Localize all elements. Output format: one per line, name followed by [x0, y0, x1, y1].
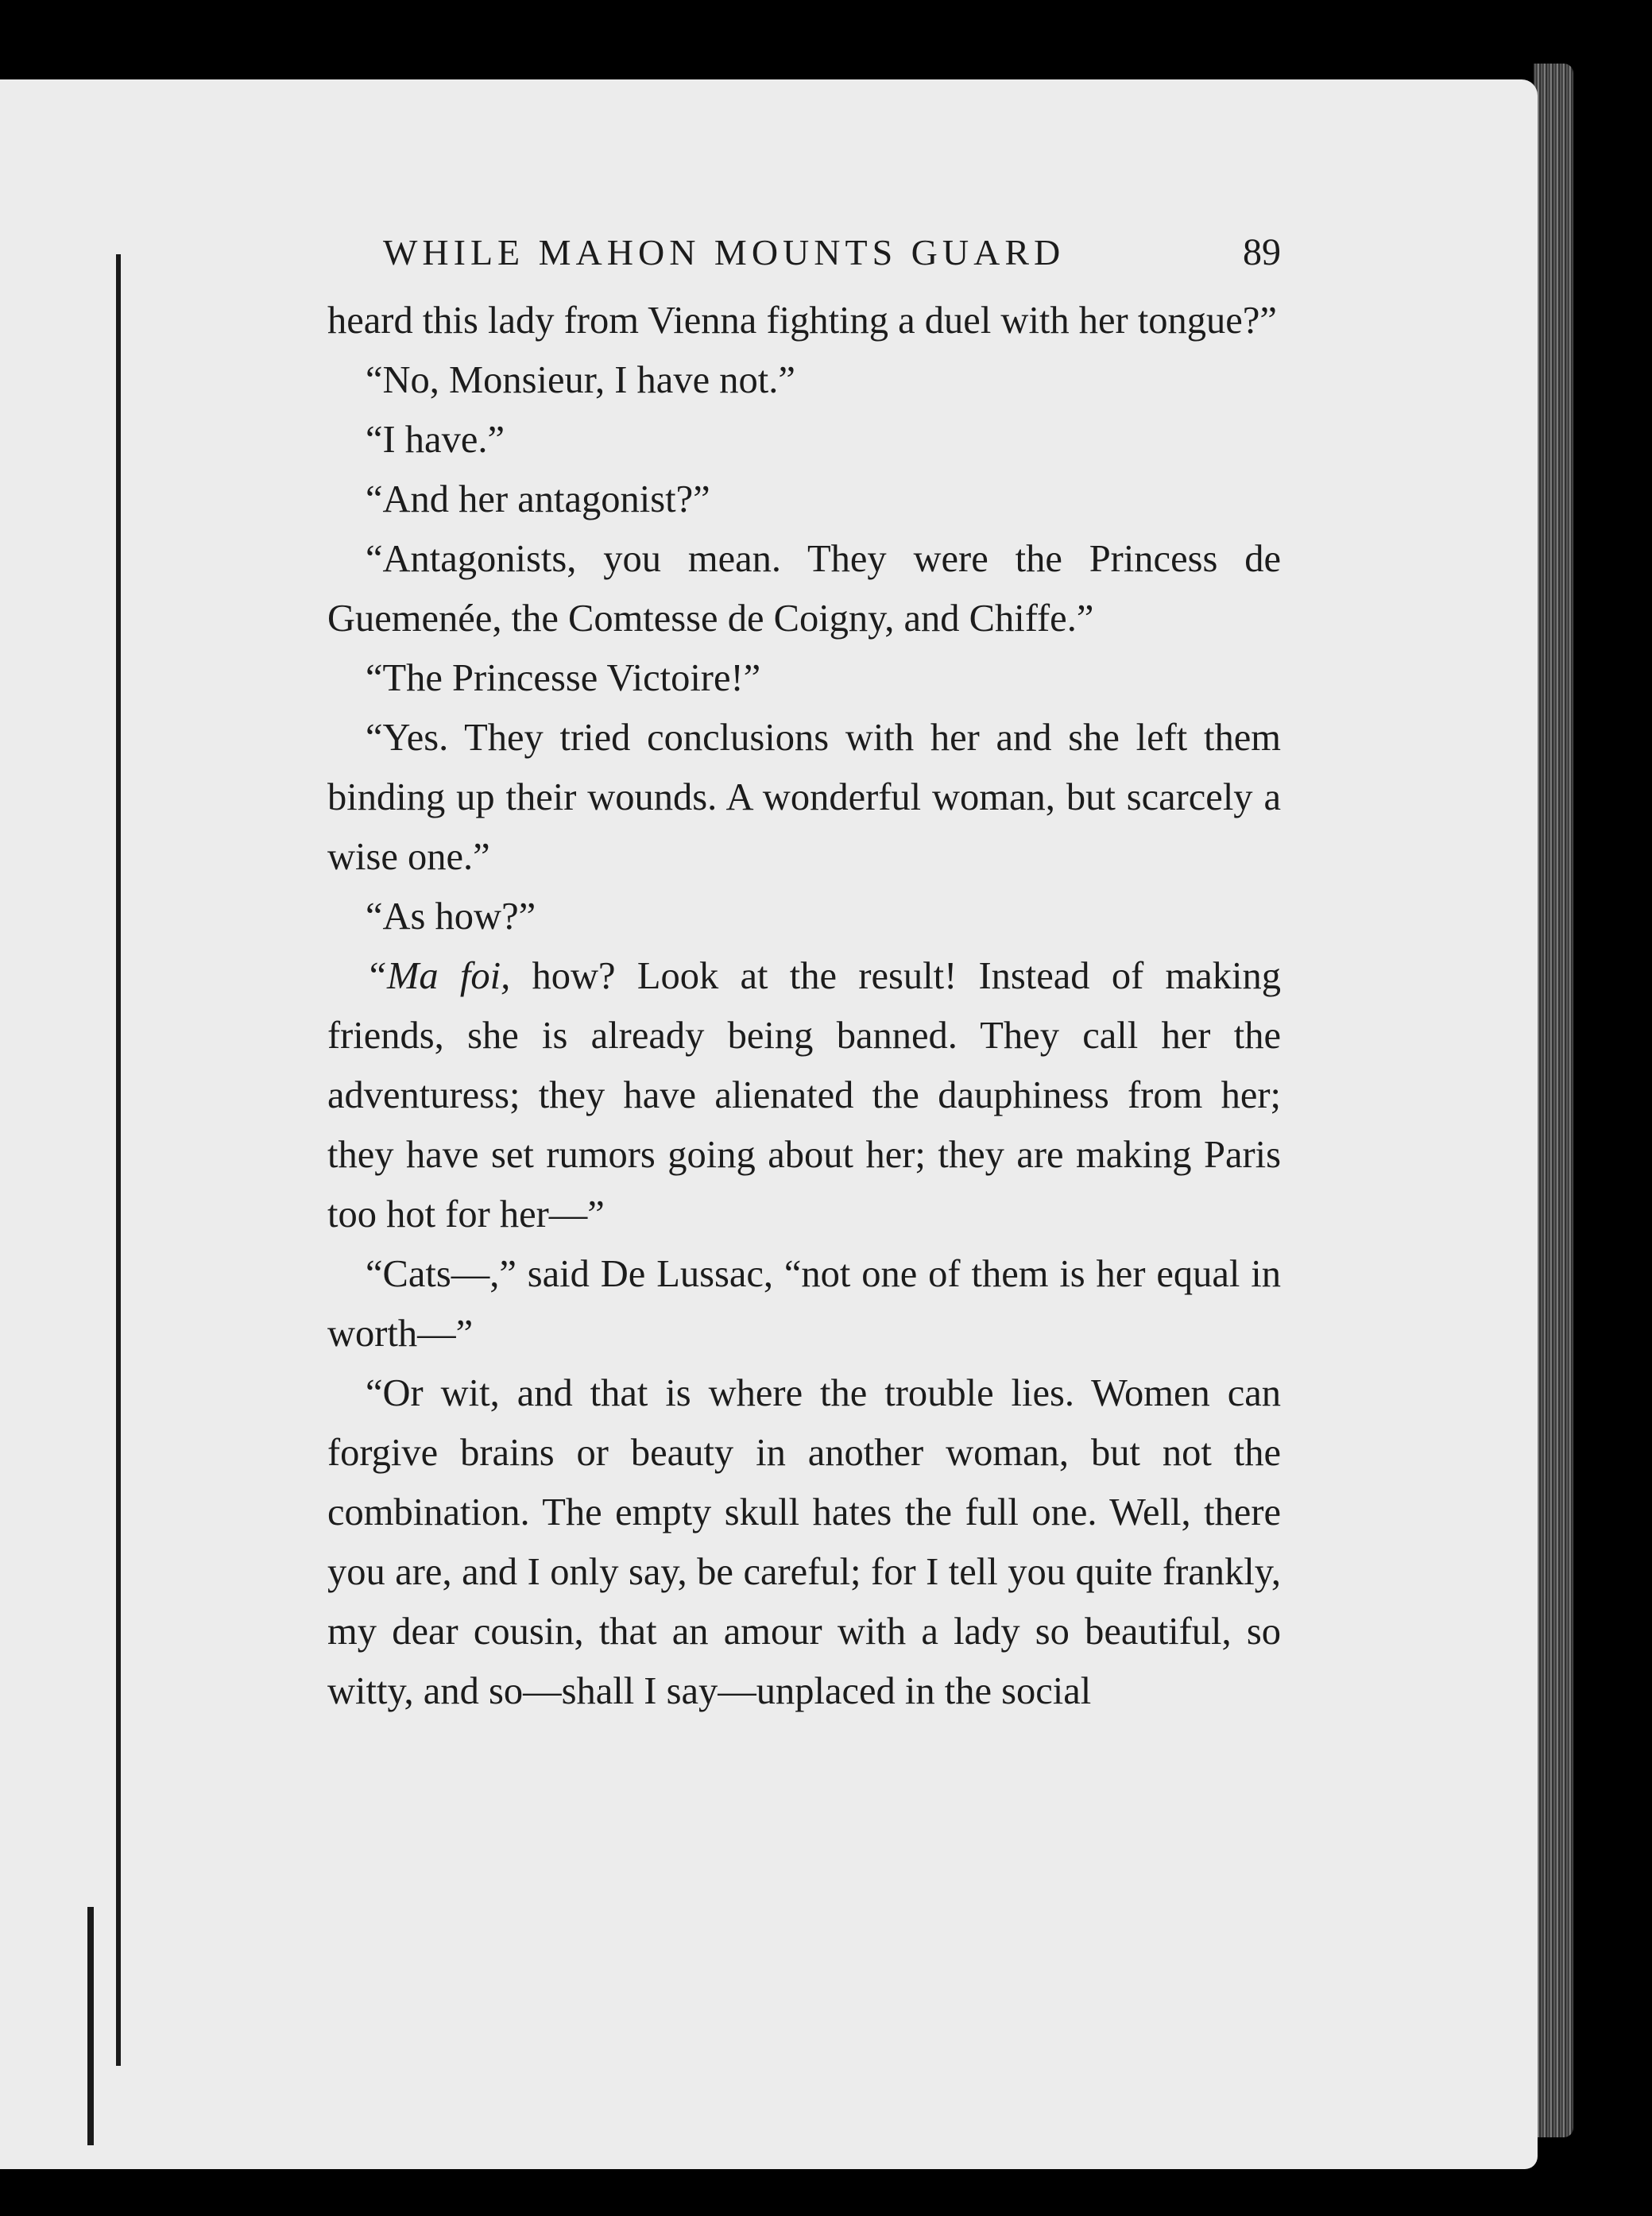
- paragraph-text: “As how?”: [366, 895, 536, 938]
- paragraph-text: how? Look at the result! Instead of making friends, she is already being banned. They call her the adventuress; they have alienated the dauphiness from her; they have set rumors going about her; they are making Paris too hot for her—”: [327, 955, 1281, 1236]
- paragraph: [327, 410, 1281, 470]
- paragraph-text: “No, Monsieur, I have not.”: [366, 359, 795, 401]
- page-edge: [1534, 64, 1573, 2137]
- gutter-line-lower: [87, 1907, 94, 2145]
- paragraph-text: “Cats—,” said De Lussac, “not one of them is her equal in worth—”: [327, 1253, 1281, 1355]
- paragraph-text: “Yes. They tried conclusions with her and she left them binding up their wounds. A wonderful woman, but scarcely a wise one.”: [327, 717, 1281, 878]
- paragraph: [327, 887, 1281, 946]
- paragraph-text: “I have.”: [366, 419, 505, 461]
- paragraph: [327, 1244, 1281, 1363]
- paragraph: [327, 648, 1281, 708]
- paragraph: [327, 708, 1281, 887]
- paragraph: [327, 350, 1281, 410]
- paragraph-text: “Antagonists, you mean. They were the Princess de Guemenée, the Comtesse de Coigny, and Chiffe.”: [327, 538, 1281, 640]
- paragraph: [327, 291, 1281, 350]
- page-number: 89: [1243, 231, 1281, 273]
- paragraph-text: “Or wit, and that is where the trouble lies. Women can forgive brains or beauty in another woman, but not the combination. The empty skull hates the full one. Well, there you are, and I only say, be careful; for I tell you quite frankly, my dear cousin, that an amour with a lady so beautiful, so witty, and so—shall I say—unplaced in the social: [327, 1372, 1281, 1712]
- gutter-line: [116, 254, 121, 2066]
- paragraph: [327, 946, 1281, 1244]
- paragraph-text: “The Princesse Victoire!”: [366, 657, 761, 699]
- paragraph-italic-text: “Ma foi,: [366, 955, 511, 997]
- paragraph: [327, 470, 1281, 529]
- page-content: [327, 230, 1281, 1721]
- running-head: [383, 230, 1281, 286]
- paragraph-text: “And her antagonist?”: [366, 478, 710, 520]
- paragraph: [327, 529, 1281, 648]
- paragraph-text: heard this lady from Vienna fighting a duel with her tongue?”: [327, 300, 1277, 342]
- running-head-title: WHILE MAHON MOUNTS GUARD: [383, 232, 1066, 273]
- paragraph: [327, 1363, 1281, 1721]
- body-text: [327, 291, 1281, 1721]
